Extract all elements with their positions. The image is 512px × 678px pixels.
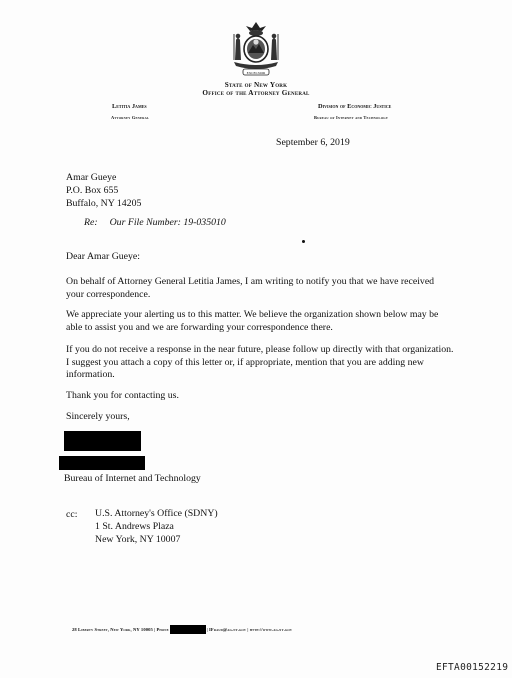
letterhead-footer — [72, 625, 292, 634]
office-heading: Office of the Attorney General — [202, 89, 310, 97]
recipient-address-line1: P.O. Box 655 — [66, 185, 119, 196]
cc-line-2: 1 St. Andrews Plaza — [95, 521, 174, 532]
cc-line-3: New York, NY 10007 — [95, 534, 181, 545]
footer-address: 28 Liberty Street, New York, NY 10005 | Phone — [72, 627, 169, 632]
attorney-general-title: Attorney General — [111, 115, 150, 120]
file-number: Our File Number: 19-035010 — [109, 217, 226, 228]
cc-label: cc: — [66, 509, 78, 520]
salutation: Dear Amar Gueye: — [66, 251, 140, 262]
redacted-signer-name — [59, 456, 145, 470]
cc-line-1: U.S. Attorney's Office (SDNY) — [95, 508, 218, 519]
redacted-phone — [170, 625, 206, 634]
state-heading: State of New York — [224, 81, 288, 89]
state-seal-icon — [228, 20, 284, 78]
body-paragraph-2: We appreciate your alerting us to this matter. We believe the organization shown below may be able to assist you and we are forwarding your correspondence there. — [66, 309, 439, 333]
signer-bureau: Bureau of Internet and Technology — [64, 473, 201, 484]
reference-line — [84, 217, 226, 228]
bureau-name: Bureau of Internet and Technology — [314, 115, 389, 120]
recipient-address-line2: Buffalo, NY 14205 — [66, 198, 142, 209]
recipient-name: Amar Gueye — [66, 172, 117, 183]
scan-speck — [302, 240, 305, 243]
body-paragraph-1: On behalf of Attorney General Letitia James, I am writing to notify you that we have received your correspondence. — [66, 276, 435, 300]
reference-label: Re: — [84, 217, 98, 228]
redacted-signature — [64, 431, 141, 451]
attorney-general-name: Letitia James — [112, 103, 147, 110]
closing: Sincerely yours, — [66, 411, 130, 422]
seal-motto: EXCELSIOR — [246, 71, 266, 75]
cc-recipient — [95, 507, 218, 546]
footer-contact: | IFraud@ag.ny.gov | http://www.ag.ny.gov — [206, 627, 293, 632]
body-paragraph-4: Thank you for contacting us. — [66, 390, 179, 401]
body-paragraph-3: If you do not receive a response in the near future, please follow up directly with that organization. I suggest you attach a copy of this letter or, if appropriate, mention that you are adding new information. — [66, 344, 454, 381]
division-name: Division of Economic Justice — [318, 103, 392, 110]
document-id: EFTA00152219 — [436, 662, 509, 673]
recipient-address — [66, 171, 141, 210]
letter-date: September 6, 2019 — [276, 137, 350, 148]
